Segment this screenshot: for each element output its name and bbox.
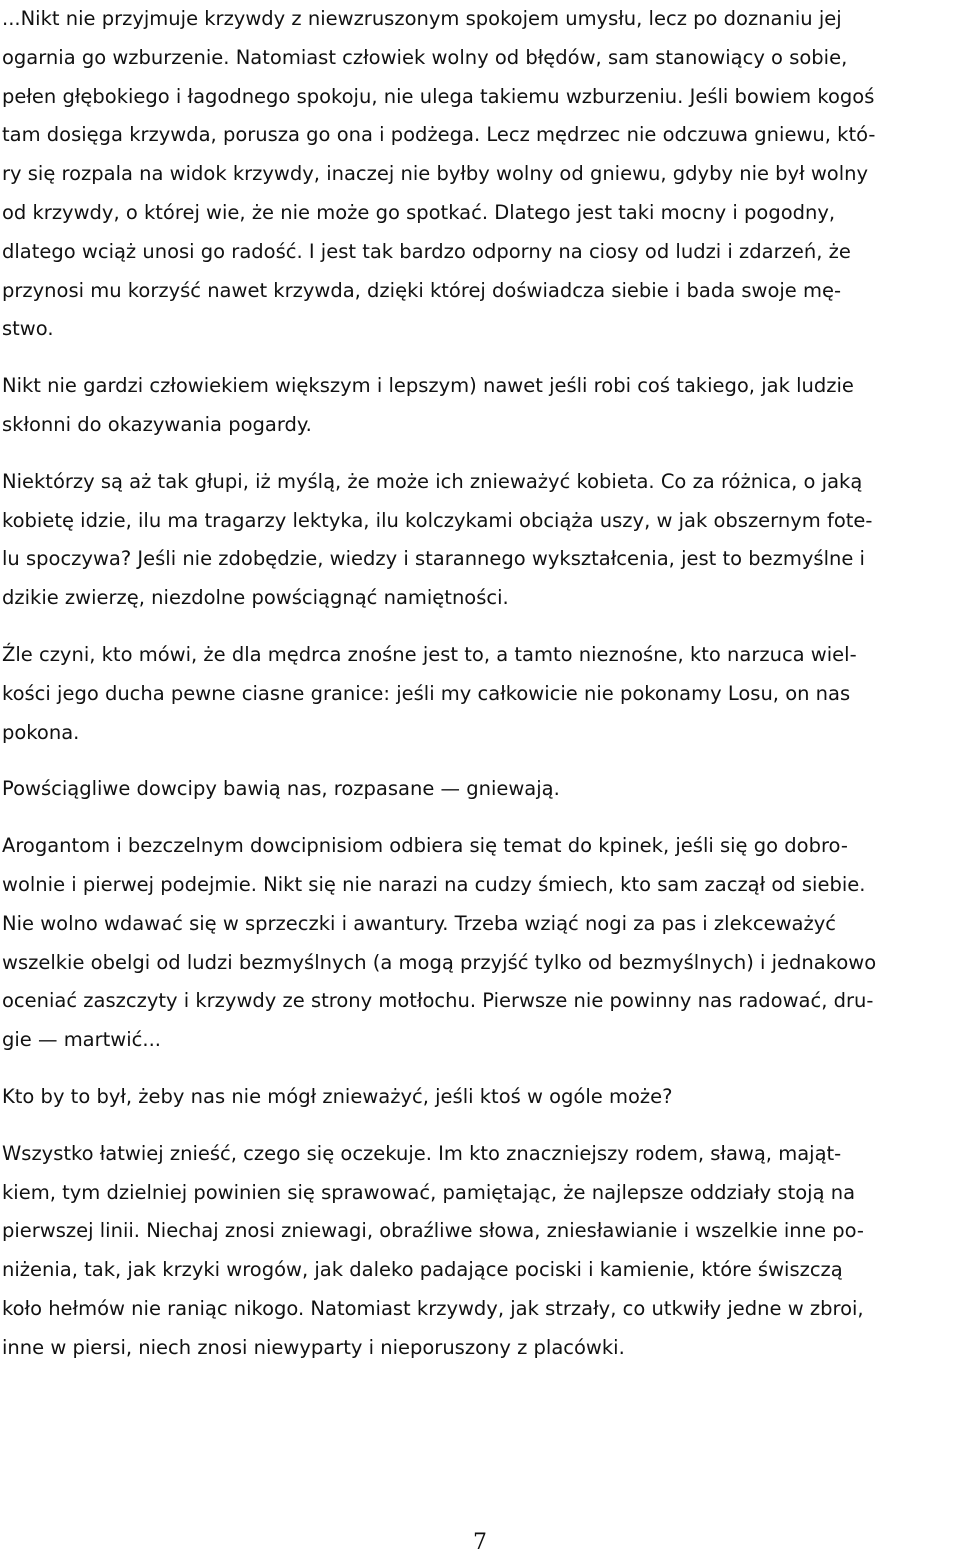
paragraph-7: Kto by to był, żeby nas nie mógł znieważyć, jeśli ktoś w ogóle może? (2, 1084, 673, 1108)
paragraph-8: Wszystko łatwiej znieść, czego się oczekuje. Im kto znaczniejszy rodem, sławą, mająt- kiem, tym dzielniej powinien się sprawować, pamiętając, że najlepsze oddziały stoją na pierwszej linii. Niechaj znosi zniewagi, obraźliwe słowa, zniesławianie i wszelkie inne po- niżenia, tak, jak krzyki wrogów, jak daleko padające pociski i kamienie, które świszczą koło hełmów nie raniąc nikogo. Natomiast krzywdy, jak strzały, co utkwiły jedne w zbroi, inne w piersi, niech znosi niewyparty i nieporuszony z placówki. (2, 1141, 864, 1359)
page-number: 7 (473, 1530, 487, 1555)
paragraph-4: Źle czyni, kto mówi, że dla mędrca znośne jest to, a tamto nieznośne, kto narzuca wiel- kości jego ducha pewne ciasne granice: jeśli my całkowicie nie pokonamy Losu, on nas pokona. (2, 642, 857, 744)
paragraph-2: Nikt nie gardzi człowiekiem większym i lepszym) nawet jeśli robi coś takiego, jak ludzie skłonni do okazywania pogardy. (2, 374, 854, 436)
paragraph-1: ...Nikt nie przyjmuje krzywdy z niewzruszonym spokojem umysłu, lecz po doznaniu jej ogarnia go wzburzenie. Natomiast człowiek wolny od błędów, sam stanowiący o sobie, pełen głębokiego i łagodnego spokoju, nie ulega takiemu wzburzeniu. Jeśli bowiem kogoś tam dosięga krzywda, porusza go ona i podżega. Lecz mędrzec nie odczuwa gniewu, któ- ry się rozpala na widok krzywdy, inaczej nie byłby wolny od gniewu, gdyby nie był wolny od krzywdy, o której wie, że nie może go spotkać. Dlatego jest taki mocny i pogodny, dlatego wciąż unosi go radość. I jest tak bardzo odporny na ciosy od ludzi i zdarzeń, że przynosi mu korzyść nawet krzywda, dzięki której doświadcza siebie i bada swoje mę- stwo. (2, 7, 876, 341)
paragraph-5: Powściągliwe dowcipy bawią nas, rozpasane — gniewają. (2, 777, 560, 801)
paragraph-6: Arogantom i bezczelnym dowcipnisiom odbiera się temat do kpinek, jeśli się go dobro- wolnie i pierwej podejmie. Nikt się nie narazi na cudzy śmiech, kto sam zaczął od siebie. Nie wolno wdawać się w sprzeczki i awantury. Trzeba wziąć nogi za pas i zlekceważyć wszelkie obelgi od ludzi bezmyślnych (a mogą przyjść tylko od bezmyślnych) i jednakowo oceniać zaszczyty i krzywdy ze strony motłochu. Pierwsze nie powinny nas radować, dru- gie — martwić... (2, 834, 877, 1052)
body-text (2, 0, 960, 1386)
paragraph-3: Niektórzy są aż tak głupi, iż myślą, że może ich znieważyć kobieta. Co za różnica, o jaką kobietę idzie, ilu ma tragarzy lektyka, ilu kolczykami obciąża uszy, w jak obszernym fote- lu spoczywa? Jeśli nie zdobędzie, wiedzy i starannego wykształcenia, jest to bezmyślne i dzikie zwierzę, niezdolne powściągnąć namiętności. (2, 469, 873, 610)
